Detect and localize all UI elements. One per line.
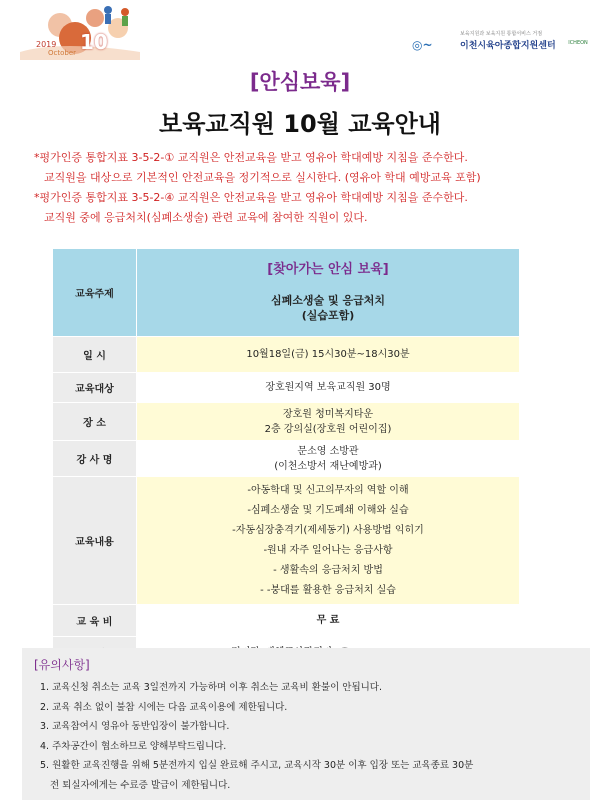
notice-item-continued: 전 퇴실자에게는 수료증 발급이 제한됩니다. [50,779,231,791]
date-value: 10월18일(금) 15시30분~18시30분 [137,337,520,373]
title-tag: [안심보육] [249,70,351,94]
notice-item: 2. 교육 취소 없이 불참 시에는 다음 교육이용에 제한됩니다. [40,701,288,713]
date-label: 일 시 [53,337,137,373]
notice-box [22,648,590,800]
place-value [137,403,520,441]
topic-subtitle: 심폐소생술 및 응급처치 [271,294,385,307]
table-row-date [53,337,520,373]
fee-value: 무 료 [137,605,520,637]
org-name: 이천시육아종합지원센터 [460,41,556,51]
notice-title: [유의사항] [34,658,90,672]
city-mark: ICHEON [568,40,588,46]
fee-label: 교 육 비 [53,605,137,637]
lecturer-line: 문소영 소방관 [297,445,359,457]
table-row-target [53,373,520,403]
topic-subtitle-note: (실습포함) [301,309,355,322]
place-line: 장호원 청미복지타운 [282,408,374,420]
education-info-table [52,248,520,669]
table-row-content [53,477,520,605]
notice-item: 5. 원활한 교육진행을 위해 5분전까지 입실 완료해 주시고, 교육시작 30분 이후 입장 또는 교육종료 30분 [40,760,474,771]
table-row-place [53,403,520,441]
top-banner [0,0,600,60]
topic-label: 교육주제 [53,249,137,337]
place-label: 장 소 [53,403,137,441]
target-label: 교육대상 [53,373,137,403]
notice-item: 3. 교육참여시 영유아 동반입장이 불가합니다. [40,721,230,732]
page-title: 보육교직원 10월 교육안내 [159,110,441,138]
org-swirl-icon: ◎~ [412,38,433,52]
notice-item: 4. 주차공간이 협소하므로 양해부탁드립니다. [40,740,227,752]
banner-number: 10 [80,30,108,54]
organization-logo [408,30,588,52]
note-line: *평가인증 통합지표 3-5-2-④ 교직원은 안전교육을 받고 영유아 학대예방 지침을 준수한다. [34,191,468,204]
table-row-fee [53,605,520,637]
table-row-lecturer [53,441,520,477]
lecturer-value [137,441,520,477]
table-row-topic [53,249,520,337]
lecturer-label: 강 사 명 [53,441,137,477]
notice-item: 1. 교육신청 취소는 교육 3일전까지 가능하며 이후 취소는 교육비 환불이 안됩니다. [40,682,382,693]
notice-list [40,678,580,795]
place-line: 2층 강의실(장호원 어린이집) [264,423,392,435]
note-line: 교직원 중에 응급처치(심폐소생술) 관련 교육에 참여한 직원이 있다. [44,211,368,224]
accreditation-notes [34,148,594,228]
content-item: -자동심장충격기(제세동기) 사용방법 익히기 [232,524,424,536]
target-value: 장호원지역 보육교직원 30명 [137,373,520,403]
content-label: 교육내용 [53,477,137,605]
lecturer-line: (이천소방서 재난예방과) [274,460,382,472]
content-value [137,477,520,605]
topic-title: [찾아가는 안심 보육] [267,262,389,277]
content-item: -원내 자주 일어나는 응급사항 [263,544,393,556]
content-item: - -붕대를 활용한 응급처치 실습 [260,584,396,596]
note-line: 교직원을 대상으로 기본적인 안전교육을 정기적으로 실시한다. (영유아 학대 예방교육 포함) [44,171,481,184]
note-line: *평가인증 통합지표 3-5-2-① 교직원은 안전교육을 받고 영유아 학대예방 지침을 준수한다. [34,151,468,164]
content-item: -심폐소생술 및 기도폐쇄 이해와 실습 [247,504,409,516]
org-subtitle: 보육지원과 보육지원 통합서비스 거점 [460,31,543,37]
content-item: - 생활속의 응급처치 방법 [273,564,383,576]
topic-value [137,249,520,337]
content-item: -아동학대 및 신고의무자의 역할 이해 [247,484,409,496]
banner-month: October [48,49,77,57]
banner-year: 2019 [36,40,57,49]
